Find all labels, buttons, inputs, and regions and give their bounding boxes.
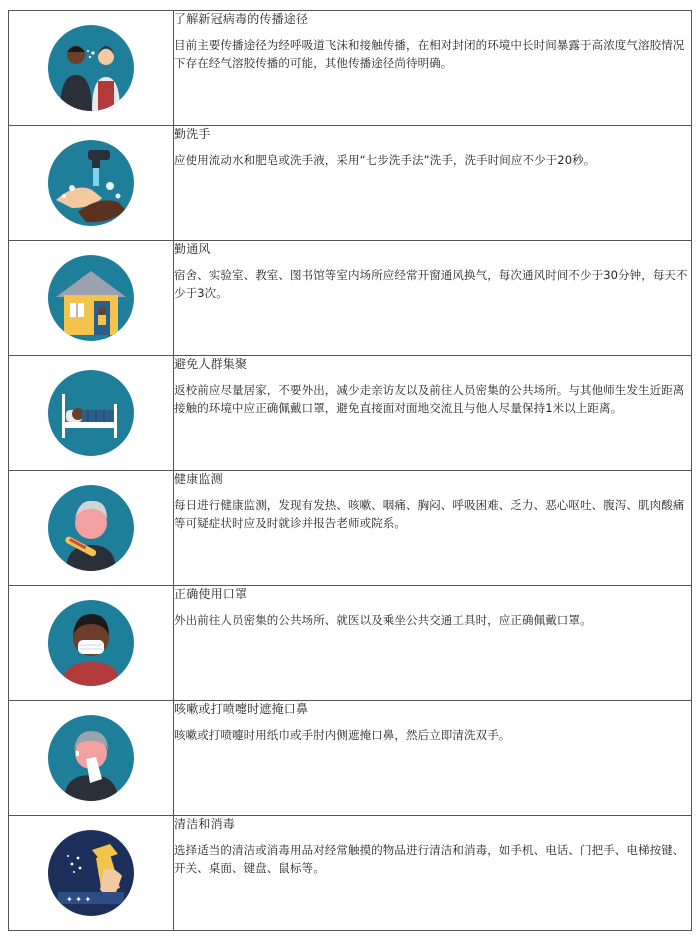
disinfect-spray-icon [48, 830, 134, 916]
tip-icon-cell [9, 586, 174, 701]
tip-icon-cell [9, 11, 174, 126]
tip-text-cell [174, 356, 692, 471]
tip-icon-cell [9, 471, 174, 586]
tip-row-transmission [9, 11, 692, 126]
tip-title: 避免人群集聚 [174, 357, 248, 371]
tip-description: 每日进行健康监测，发现有发热、咳嗽、咽痛、胸闷、呼吸困难、乏力、恶心呕吐、腹泻、肌肉酸痛等可疑症状时应及时就诊并报告老师或院系。 [174, 498, 685, 530]
tip-text-cell [174, 241, 692, 356]
tip-title: 勤通风 [174, 242, 211, 256]
tip-description: 返校前应尽量居家，不要外出，减少走亲访友以及前往人员密集的公共场所。与其他师生发生近距离接触的环境中应正确佩戴口罩，避免直接面对面地交流且与他人尽量保持1米以上距离。 [174, 383, 685, 415]
face-mask-icon [48, 600, 134, 686]
tip-row-disinfection [9, 816, 692, 931]
tip-title: 了解新冠病毒的传播途径 [174, 12, 309, 26]
tip-title: 健康监测 [174, 472, 223, 486]
tip-row-ventilation [9, 241, 692, 356]
tip-text-cell [174, 701, 692, 816]
tip-row-mask [9, 586, 692, 701]
tip-description: 目前主要传播途径为经呼吸道飞沫和接触传播，在相对封闭的环境中长时间暴露于高浓度气溶胶情况下存在经气溶胶传播的可能，其他传播途径尚待明确。 [174, 38, 685, 70]
tip-description: 咳嗽或打喷嚏时用纸巾或手肘内侧遮掩口鼻，然后立即清洗双手。 [174, 728, 511, 742]
people-coughing-icon [48, 25, 134, 111]
tip-description: 应使用流动水和肥皂或洗手液，采用“七步洗手法”洗手，洗手时间应不少于20秒。 [174, 153, 596, 167]
tip-icon-cell [9, 126, 174, 241]
tip-icon-cell [9, 356, 174, 471]
house-ventilation-icon [48, 255, 134, 341]
thermometer-person-icon [48, 485, 134, 571]
tip-text-cell [174, 586, 692, 701]
tip-description: 选择适当的清洁或消毒用品对经常触摸的物品进行清洁和消毒，如手机、电话、门把手、电梯按键、开关、桌面、键盘、鼠标等。 [174, 843, 685, 875]
stay-home-bed-icon [48, 370, 134, 456]
tip-text-cell [174, 11, 692, 126]
tip-row-cover-cough [9, 701, 692, 816]
tip-title: 清洁和消毒 [174, 817, 236, 831]
svg-text:✦ ✦ ✦: ✦ ✦ ✦ [66, 895, 92, 904]
tip-row-avoid-crowds [9, 356, 692, 471]
tip-title: 正确使用口罩 [174, 587, 248, 601]
tip-icon-cell [9, 241, 174, 356]
tip-row-health-monitoring [9, 471, 692, 586]
hand-washing-icon [48, 140, 134, 226]
tip-description: 外出前往人员密集的公共场所、就医以及乘坐公共交通工具时，应正确佩戴口罩。 [174, 613, 592, 627]
tip-title: 勤洗手 [174, 127, 211, 141]
tip-icon-cell [9, 701, 174, 816]
tip-row-handwashing [9, 126, 692, 241]
tip-text-cell [174, 126, 692, 241]
sneeze-tissue-icon [48, 715, 134, 801]
tip-text-cell [174, 471, 692, 586]
tips-table [8, 10, 692, 931]
tip-title: 咳嗽或打喷嚏时遮掩口鼻 [174, 702, 309, 716]
tip-icon-cell [9, 816, 174, 931]
tip-text-cell [174, 816, 692, 931]
tip-description: 宿舍、实验室、教室、图书馆等室内场所应经常开窗通风换气，每次通风时间不少于30分钟，每天不少于3次。 [174, 268, 688, 300]
